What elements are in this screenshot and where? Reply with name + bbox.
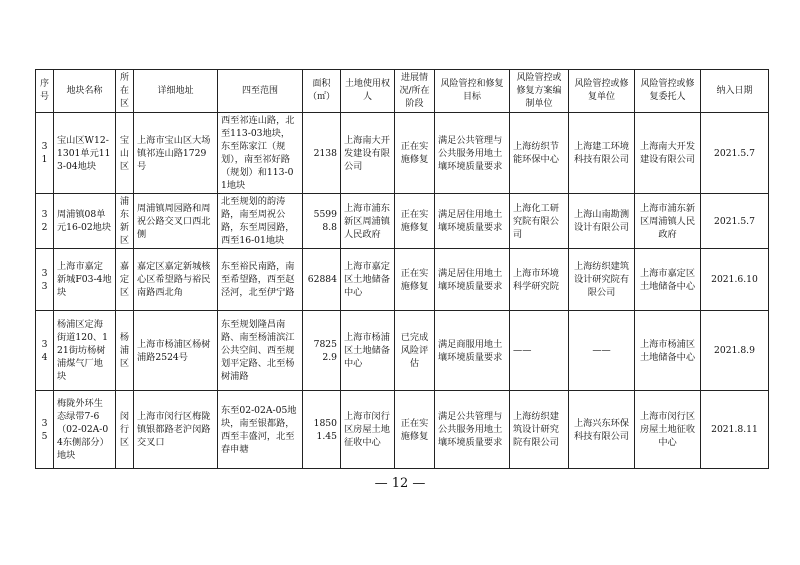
area-cell: 18501.45 xyxy=(303,391,341,469)
header-cell: 风险管控和修复目标 xyxy=(435,70,510,113)
client-cell: 上海南大开发建设有限公司 xyxy=(635,113,701,194)
header-cell: 四至范围 xyxy=(218,70,303,113)
inclusion-date-cell: 2021.5.7 xyxy=(701,194,769,249)
area-cell: 2138 xyxy=(303,113,341,194)
executing-unit-cell: 上海纺织建筑设计研究院有限公司 xyxy=(569,249,635,311)
header-cell: 土地使用权人 xyxy=(341,70,395,113)
header-row xyxy=(36,70,769,113)
plot-name-cell: 宝山区W12-1301单元113-04地块 xyxy=(54,113,116,194)
row-number-cell: 32 xyxy=(36,194,54,249)
inclusion-date-cell: 2021.8.11 xyxy=(701,391,769,469)
header-cell: 面积（㎡） xyxy=(303,70,341,113)
header-cell: 纳入日期 xyxy=(701,70,769,113)
plot-name-cell: 杨浦区定海街道120、121街坊杨树浦煤气厂地块 xyxy=(54,311,116,391)
progress-cell: 正在实施修复 xyxy=(395,194,435,249)
header-cell: 进展情况/所在阶段 xyxy=(395,70,435,113)
boundary-cell: 西至祁连山路，北至113-03地块，东至陈家江（规划），南至祁好路（规划）和113-01地块 xyxy=(218,113,303,194)
progress-cell: 正在实施修复 xyxy=(395,249,435,311)
target-cell: 满足居住用地土壤环境质量要求 xyxy=(435,194,510,249)
header-cell: 地块名称 xyxy=(54,70,116,113)
district-cell: 浦东新区 xyxy=(116,194,134,249)
boundary-cell: 东至裕民南路，南至希望路，西至赵泾河，北至伊宁路 xyxy=(218,249,303,311)
address-cell: 上海市杨浦区杨树浦路2524号 xyxy=(134,311,218,391)
plan-unit-cell: 上海化工研究院有限公司 xyxy=(510,194,569,249)
header-cell: 风险管控或修复方案编制单位 xyxy=(510,70,569,113)
executing-unit-cell: 上海山南勘测设计有限公司 xyxy=(569,194,635,249)
address-cell: 上海市宝山区大场镇祁连山路1729号 xyxy=(134,113,218,194)
client-cell: 上海市浦东新区周浦镇人民政府 xyxy=(635,194,701,249)
land-user-cell: 上海市浦东新区周浦镇人民政府 xyxy=(341,194,395,249)
header-cell: 风险管控或修复委托人 xyxy=(635,70,701,113)
table-row xyxy=(36,113,769,194)
land-user-cell: 上海市杨浦区土地储备中心 xyxy=(341,311,395,391)
plan-unit-cell: —— xyxy=(510,311,569,391)
address-cell: 上海市闵行区梅陇镇银都路老沪闵路交叉口 xyxy=(134,391,218,469)
land-plot-table xyxy=(35,69,769,469)
land-user-cell: 上海市闵行区房屋土地征收中心 xyxy=(341,391,395,469)
table-row xyxy=(36,249,769,311)
district-cell: 杨浦区 xyxy=(116,311,134,391)
progress-cell: 已完成风险评估 xyxy=(395,311,435,391)
inclusion-date-cell: 2021.6.10 xyxy=(701,249,769,311)
client-cell: 上海市杨浦区土地储备中心 xyxy=(635,311,701,391)
area-cell: 62884 xyxy=(303,249,341,311)
header-cell: 序号 xyxy=(36,70,54,113)
plan-unit-cell: 上海市环境科学研究院 xyxy=(510,249,569,311)
table-row xyxy=(36,391,769,469)
row-number-cell: 31 xyxy=(36,113,54,194)
page-number: — 12 — xyxy=(374,476,426,491)
boundary-cell: 东至02-02A-05地块，南至银都路，西至丰盛河，北至春申塘 xyxy=(218,391,303,469)
executing-unit-cell: 上海建工环境科技有限公司 xyxy=(569,113,635,194)
executing-unit-cell: —— xyxy=(569,311,635,391)
district-cell: 闵行区 xyxy=(116,391,134,469)
row-number-cell: 34 xyxy=(36,311,54,391)
row-number-cell: 35 xyxy=(36,391,54,469)
district-cell: 嘉定区 xyxy=(116,249,134,311)
header-cell: 详细地址 xyxy=(134,70,218,113)
address-cell: 周浦镇周园路和周祝公路交叉口西北侧 xyxy=(134,194,218,249)
plot-name-cell: 上海市嘉定新城F03-4地块 xyxy=(54,249,116,311)
district-cell: 宝山区 xyxy=(116,113,134,194)
target-cell: 满足商服用地土壤环境质量要求 xyxy=(435,311,510,391)
inclusion-date-cell: 2021.5.7 xyxy=(701,113,769,194)
progress-cell: 正在实施修复 xyxy=(395,391,435,469)
table-row xyxy=(36,311,769,391)
land-user-cell: 上海南大开发建设有限公司 xyxy=(341,113,395,194)
address-cell: 嘉定区嘉定新城核心区希望路与裕民南路西北角 xyxy=(134,249,218,311)
table-row xyxy=(36,194,769,249)
executing-unit-cell: 上海兴东环保科技有限公司 xyxy=(569,391,635,469)
header-cell: 所在区 xyxy=(116,70,134,113)
land-user-cell: 上海市嘉定区土地储备中心 xyxy=(341,249,395,311)
row-number-cell: 33 xyxy=(36,249,54,311)
boundary-cell: 东至规划隆昌南路、南至杨浦滨江公共空间、西至规划平定路、北至杨树浦路 xyxy=(218,311,303,391)
plan-unit-cell: 上海纺织节能环保中心 xyxy=(510,113,569,194)
plan-unit-cell: 上海纺织建筑设计研究院有限公司 xyxy=(510,391,569,469)
progress-cell: 正在实施修复 xyxy=(395,113,435,194)
target-cell: 满足公共管理与公共服务用地土壤环境质量要求 xyxy=(435,113,510,194)
client-cell: 上海市闵行区房屋土地征收中心 xyxy=(635,391,701,469)
inclusion-date-cell: 2021.8.9 xyxy=(701,311,769,391)
area-cell: 55998.8 xyxy=(303,194,341,249)
client-cell: 上海市嘉定区土地储备中心 xyxy=(635,249,701,311)
target-cell: 满足公共管理与公共服务用地土壤环境质量要求 xyxy=(435,391,510,469)
target-cell: 满足居住用地土壤环境质量要求 xyxy=(435,249,510,311)
area-cell: 78252.9 xyxy=(303,311,341,391)
boundary-cell: 北至规划的韵涛路，南至周祝公路，东至周园路，西至16-01地块 xyxy=(218,194,303,249)
header-cell: 风险管控或修复单位 xyxy=(569,70,635,113)
plot-name-cell: 梅陇外环生态绿带7-6（02-02A-04东侧部分）地块 xyxy=(54,391,116,469)
plot-name-cell: 周浦镇08单元16-02地块 xyxy=(54,194,116,249)
